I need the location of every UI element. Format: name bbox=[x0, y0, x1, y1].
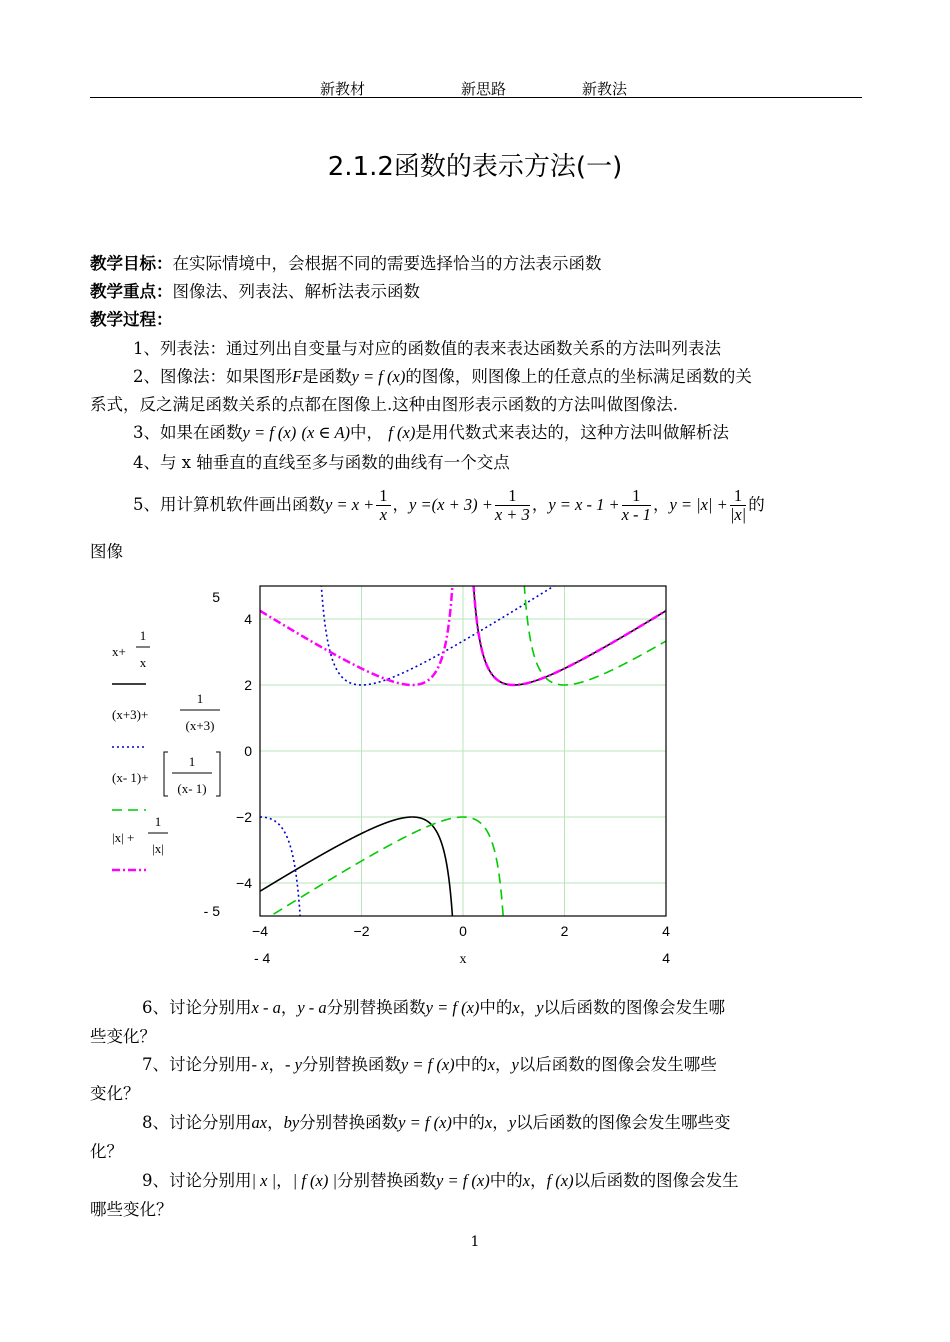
item-3-text-a: 3、如果在函数 bbox=[133, 423, 243, 442]
y-tick-label-4: −4 bbox=[236, 875, 252, 891]
legend-name-2: (x+3)+ bbox=[112, 707, 149, 722]
y-tick-label-1: 2 bbox=[244, 677, 252, 693]
item-5-f2-frac bbox=[495, 487, 530, 524]
item-5-f3-num: 1 bbox=[622, 487, 651, 506]
item-6-text-d: 以后函数的图像会发生哪 bbox=[543, 998, 726, 1017]
legend-den-1: x bbox=[139, 655, 147, 670]
item-2-F: F bbox=[292, 367, 303, 386]
item-3-domain: (x ∈ A) bbox=[301, 423, 351, 442]
focus-label: 教学重点： bbox=[90, 282, 173, 301]
item-7-text-a: 7、讨论分别用 bbox=[142, 1055, 252, 1074]
y-range-top: 5 bbox=[212, 589, 220, 605]
item-9-v2: | f (x) | bbox=[292, 1171, 337, 1190]
item-7 bbox=[142, 1053, 922, 1077]
y-tick-label-0: 4 bbox=[244, 611, 252, 627]
item-6-x: x bbox=[512, 998, 520, 1017]
y-range-bottom: - 5 bbox=[203, 903, 220, 919]
item-6-line-2: 些变化？ bbox=[90, 1027, 156, 1046]
item-7-text-c: 中的 bbox=[454, 1055, 488, 1074]
item-7-func: y = f (x) bbox=[400, 1055, 455, 1074]
item-9-x: x bbox=[522, 1171, 531, 1190]
legend-den-3: (x- 1) bbox=[177, 781, 207, 796]
header-rule bbox=[90, 97, 862, 98]
item-5-f1: y = x + bbox=[325, 495, 375, 514]
item-6-sep: ， bbox=[280, 998, 298, 1017]
item-8-text-d: 以后函数的图像会发生哪些变 bbox=[516, 1113, 731, 1132]
teaching-focus bbox=[90, 280, 870, 304]
item-5-text-a: 5、用计算机软件画出函数 bbox=[133, 495, 325, 514]
y-tick-label-2: 0 bbox=[244, 743, 252, 759]
x-range-left: - 4 bbox=[254, 950, 271, 966]
item-9-fx: f (x) bbox=[546, 1171, 574, 1190]
header-item-3: 新教法 bbox=[582, 80, 628, 98]
item-5-comma-1: ， bbox=[392, 495, 410, 514]
item-4: 4、与 x 轴垂直的直线至多与函数的曲线有一个交点 bbox=[133, 453, 510, 472]
item-8-v1: ax bbox=[251, 1113, 268, 1132]
item-5-line-2: 图像 bbox=[90, 542, 123, 561]
item-8-line-2: 化？ bbox=[90, 1142, 123, 1161]
x-range-right: 4 bbox=[662, 950, 670, 966]
item-2-text-c: 的图像，则图像上的任意点的坐标满足函数的关 bbox=[405, 367, 752, 386]
item-2-func: y = f (x) bbox=[351, 367, 406, 386]
page-number: 1 bbox=[470, 1234, 480, 1250]
item-5-f2-num: 1 bbox=[495, 487, 530, 506]
x-tick-label-2: 0 bbox=[459, 923, 467, 939]
item-3-text-b: 中， bbox=[350, 423, 384, 442]
item-6-text-c: 中的 bbox=[479, 998, 513, 1017]
item-7-x: x bbox=[487, 1055, 495, 1074]
x-tick-label-1: −2 bbox=[353, 923, 370, 939]
item-8 bbox=[142, 1111, 922, 1135]
item-8-x: x bbox=[484, 1113, 493, 1132]
x-axis-label: x bbox=[459, 952, 467, 967]
item-6 bbox=[142, 996, 922, 1020]
legend-name-4: |x| + bbox=[112, 830, 135, 845]
item-5-f1-num: 1 bbox=[376, 487, 390, 506]
item-9-sep-2: ， bbox=[530, 1171, 547, 1190]
item-9-v1: | x | bbox=[251, 1171, 277, 1190]
item-7-v2: - y bbox=[284, 1055, 302, 1074]
y-tick-label-3: −2 bbox=[236, 809, 252, 825]
item-8-text-b: 分别替换函数 bbox=[299, 1113, 399, 1132]
legend-den-2: (x+3) bbox=[185, 718, 215, 733]
header-item-1: 新教材 bbox=[320, 80, 366, 98]
legend-num-3: 1 bbox=[188, 754, 196, 769]
item-6-v2: y - a bbox=[297, 998, 327, 1017]
item-5-text-b: 的 bbox=[748, 495, 765, 514]
item-8-sep: ， bbox=[267, 1113, 284, 1132]
legend-name-3: (x- 1)+ bbox=[112, 770, 149, 785]
chart-svg bbox=[90, 580, 710, 980]
item-6-text-b: 分别替换函数 bbox=[326, 998, 426, 1017]
item-5-f1-frac bbox=[376, 487, 390, 524]
item-5 bbox=[133, 480, 913, 530]
item-8-y: y bbox=[508, 1113, 517, 1132]
item-7-sep-2: ， bbox=[494, 1055, 512, 1074]
item-7-text-b: 分别替换函数 bbox=[301, 1055, 401, 1074]
item-8-func: y = f (x) bbox=[398, 1113, 452, 1132]
legend-bracket-left bbox=[164, 752, 168, 796]
focus-text: 图像法、列表法、解析法表示函数 bbox=[172, 282, 420, 301]
item-3 bbox=[133, 421, 913, 445]
goals-text: 在实际情境中，会根据不同的需要选择恰当的方法表示函数 bbox=[172, 254, 602, 273]
item-9 bbox=[142, 1169, 922, 1193]
item-9-func: y = f (x) bbox=[436, 1171, 490, 1190]
item-2-text-b: 是函数 bbox=[302, 367, 352, 386]
item-2-text-a: 2、图像法：如果图形 bbox=[133, 367, 292, 386]
legend-name-1: x+ bbox=[112, 644, 126, 659]
item-9-text-b: 分别替换函数 bbox=[337, 1171, 436, 1190]
item-9-text-a: 9、讨论分别用 bbox=[142, 1171, 252, 1190]
item-5-f2-den: x + 3 bbox=[494, 505, 530, 524]
item-5-f2: y =(x + 3) + bbox=[409, 495, 493, 514]
item-8-sep-2: ， bbox=[492, 1113, 509, 1132]
x-tick-label-4: 4 bbox=[662, 923, 670, 939]
legend-num-4: 1 bbox=[154, 814, 162, 829]
item-9-text-c: 中的 bbox=[489, 1171, 523, 1190]
legend-num-1: 1 bbox=[139, 628, 147, 643]
item-3-text-c: 是用代数式来表达的，这种方法叫做解析法 bbox=[415, 423, 729, 442]
item-6-text-a: 6、讨论分别用 bbox=[142, 998, 252, 1017]
process-label: 教学过程： bbox=[90, 310, 173, 329]
item-9-text-d: 以后函数的图像会发生 bbox=[573, 1171, 739, 1190]
item-6-y: y bbox=[536, 998, 544, 1017]
item-5-f1-den: x bbox=[379, 505, 388, 524]
function-chart bbox=[90, 580, 710, 980]
item-7-sep: ， bbox=[268, 1055, 285, 1074]
header-item-2: 新思路 bbox=[461, 80, 507, 98]
item-9-sep: ， bbox=[276, 1171, 293, 1190]
item-3-fx: f (x) bbox=[388, 423, 416, 442]
item-8-text-a: 8、讨论分别用 bbox=[142, 1113, 252, 1132]
item-8-text-c: 中的 bbox=[451, 1113, 485, 1132]
legend-den-4: |x| bbox=[152, 841, 164, 856]
page-title: 2.1.2函数的表示方法(一) bbox=[327, 152, 623, 182]
item-7-line-2: 变化？ bbox=[90, 1084, 140, 1103]
x-tick-label-0: −4 bbox=[252, 923, 268, 939]
item-6-v1: x - a bbox=[251, 998, 281, 1017]
item-5-f3: y = x - 1 + bbox=[548, 495, 620, 514]
item-1: 1、列表法：通过列出自变量与对应的函数值的表来表达函数关系的方法叫列表法 bbox=[133, 339, 721, 358]
item-6-sep-2: ， bbox=[519, 998, 537, 1017]
item-5-comma-2: ， bbox=[531, 495, 549, 514]
x-tick-label-3: 2 bbox=[560, 923, 569, 939]
item-5-comma-3: ， bbox=[652, 495, 670, 514]
teaching-goals bbox=[90, 252, 870, 276]
item-7-v1: - x bbox=[251, 1055, 269, 1074]
item-3-func: y = f (x) bbox=[242, 423, 297, 442]
item-7-text-d: 以后函数的图像会发生哪些 bbox=[518, 1055, 717, 1074]
item-5-f4-num: 1 bbox=[730, 487, 746, 506]
item-9-line-2: 哪些变化？ bbox=[90, 1200, 173, 1219]
item-5-f3-frac bbox=[622, 487, 651, 524]
item-2-line-2: 系式，反之满足函数关系的点都在图像上.这种由图形表示函数的方法叫做图像法. bbox=[90, 395, 678, 414]
legend-num-2: 1 bbox=[196, 691, 204, 706]
item-5-f4-frac bbox=[730, 487, 746, 524]
legend-bracket-right bbox=[216, 752, 220, 796]
item-2 bbox=[133, 365, 913, 389]
item-5-f3-den: x - 1 bbox=[621, 505, 651, 524]
item-6-func: y = f (x) bbox=[425, 998, 480, 1017]
item-8-v2: by bbox=[283, 1113, 300, 1132]
item-5-f4: y = |x| + bbox=[669, 495, 728, 514]
goals-label: 教学目标： bbox=[90, 254, 173, 273]
item-7-y: y bbox=[511, 1055, 519, 1074]
item-5-f4-den: |x| bbox=[729, 505, 747, 524]
